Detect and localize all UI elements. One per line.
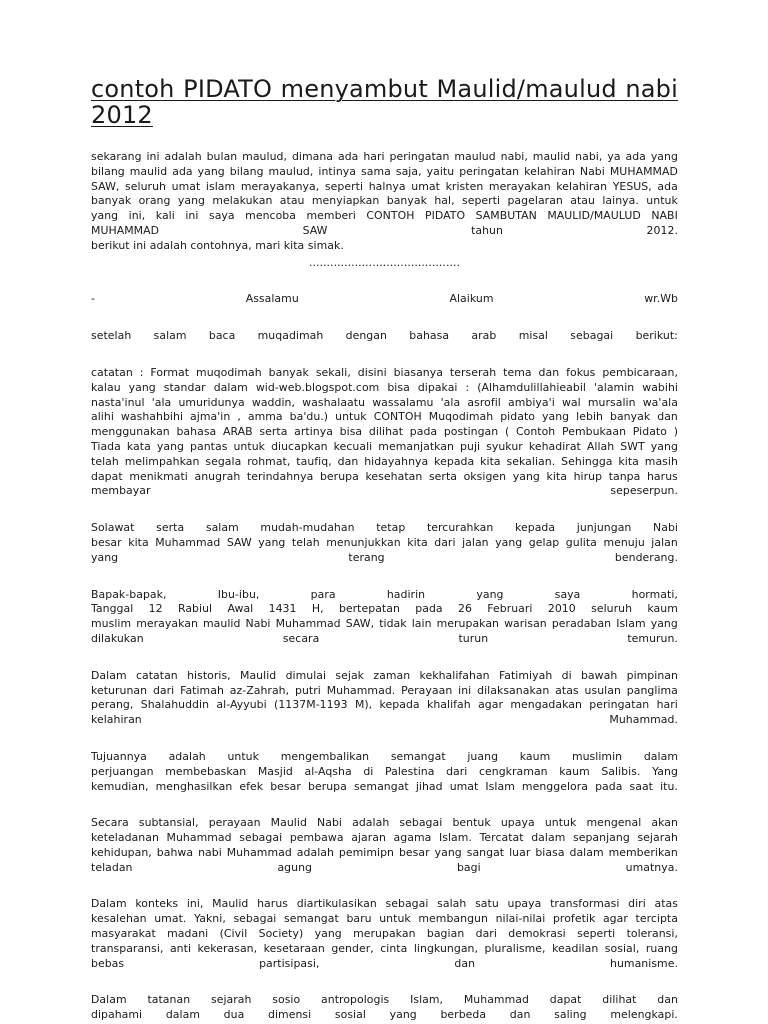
text-line: - Assalamu Alaikum wr.Wb xyxy=(91,292,678,306)
text-line: nasta'inul 'ala umuridunya waddin, washalaatu wassalamu 'ala asrofil ambiya'i wal mursalin wa'ala xyxy=(91,395,678,409)
paragraph-gap xyxy=(91,728,678,750)
text-line: MUHAMMAD SAW tahun 2012. xyxy=(91,223,678,237)
text-line: Secara subtansial, perayaan Maulid Nabi adalah sebagai bentuk upaya untuk mengenal akan xyxy=(91,816,678,830)
text-line: dilakukan secara turun temurun. xyxy=(91,631,678,645)
paragraph-gap xyxy=(91,499,678,521)
text-line: SAW, seluruh umat islam merayakanya, seperti halnya umat kristen merayakan kelahiran YESUS, ada xyxy=(91,179,678,193)
text-line: menggunakan bahasa ARAB serta artinya bisa dilihat pada postingan ( Contoh Pembukaan Pidato ) xyxy=(91,425,678,439)
document-title: contoh PIDATO menyambut Maulid/maulud nabi 2012 xyxy=(91,75,678,129)
text-line: Dalam konteks ini, Maulid harus diartikulasikan sebagai salah satu upaya transformasi diri atas xyxy=(91,897,678,911)
text-line: ........................................... xyxy=(308,255,460,269)
paragraph xyxy=(91,669,678,728)
paragraph-gap xyxy=(91,344,678,366)
paragraph-gap xyxy=(91,647,678,669)
text-line: catatan : Format muqodimah banyak sekali, disini biasanya terserah tema dan fokus pembicaraan, xyxy=(91,365,678,379)
paragraph xyxy=(91,366,678,499)
paragraph xyxy=(91,256,678,271)
text-line: kalau yang standar dalam wid-web.blogspot.com bisa dipakai : (Alhamdulillahieabil 'alamin wabihi xyxy=(91,380,678,394)
paragraph xyxy=(91,897,678,971)
paragraph xyxy=(91,329,678,344)
text-line: Dalam tatanan sejarah sosio antropologis Islam, Muhammad dapat dilihat dan xyxy=(91,993,678,1007)
text-line: berikut ini adalah contohnya, mari kita simak. xyxy=(91,238,344,252)
text-line: sekarang ini adalah bulan maulud, dimana ada hari peringatan maulud nabi, maulid nabi, ya ada yang xyxy=(91,150,678,163)
text-line: transparansi, anti kekerasan, kesetaraan gender, cinta lingkungan, pluralisme, keadilan sosial, ruang xyxy=(91,941,678,955)
paragraph-gap xyxy=(91,566,678,588)
paragraph xyxy=(91,816,678,875)
text-line: perjuangan membebaskan Masjid al-Aqsha di Palestina dari cengkraman kaum Salibis. Yang xyxy=(91,764,678,778)
text-line: Tiada kata yang pantas untuk diucapkan kecuali memanjatkan puji syukur kehadirat Allah SWT yang xyxy=(91,439,678,453)
text-line: muslim merayakan maulid Nabi Muhammad SAW, tidak lain merupakan warisan peradaban Islam yang xyxy=(91,617,678,631)
paragraph xyxy=(91,521,678,565)
text-line: teladan agung bagi umatnya. xyxy=(91,860,678,874)
text-line: dapat menikmati anugrah terindahnya berupa kesehatan serta oksigen yang kita hirup tanpa harus xyxy=(91,469,678,483)
paragraph-gap xyxy=(91,794,678,816)
paragraph xyxy=(91,750,678,794)
text-line: besar kita Muhammad SAW yang telah menunjukkan kita dari jalan yang gelap gulita menuju jalan xyxy=(91,535,678,549)
text-line: Tujuannya adalah untuk mengembalikan semangat juang kaum muslimin dalam xyxy=(91,749,678,763)
paragraph-gap xyxy=(91,307,678,329)
paragraph xyxy=(91,588,678,647)
text-line: Dalam catatan historis, Maulid dimulai sejak zaman kekhalifahan Fatimiyah di bawah pimpinan xyxy=(91,668,678,682)
text-line: bebas partisipasi, dan humanisme. xyxy=(91,956,678,970)
paragraph-gap xyxy=(91,875,678,897)
text-line: telah melimpahkan segala rohmat, taufiq, dan hidayahnya kepada kita sekalian. Sehingga kita masih xyxy=(91,454,678,468)
text-line: banyak orang yang melakukan atau menyiapkan banyak hal, seperti pagelaran atau lainya. untuk xyxy=(91,194,678,208)
document-body xyxy=(91,150,678,1023)
text-line: alihi washahbihi ajma'in , amma ba'du.) untuk CONTOH Muqodimah pidato yang lebih banyak dan xyxy=(91,410,678,424)
paragraph-gap xyxy=(91,270,678,292)
text-line: kehidupan, bahwa nabi Muhammad adalah pemimipn besar yang sangat luar biasa dalam memberikan xyxy=(91,845,678,859)
text-line: Tanggal 12 Rabiul Awal 1431 H, bertepatan pada 26 Februari 2010 seluruh kaum xyxy=(91,602,678,616)
text-line: bilang maulid ada yang bilang maulud, intinya sama saja, yaitu peringatan kelahiran Nabi MUHAMMAD xyxy=(91,164,678,178)
text-line: kesalehan umat. Yakni, sebagai semangat baru untuk membangun nilai-nilai profetik agar tercipta xyxy=(91,912,678,926)
text-line: dipahami dalam dua dimensi sosial yang berbeda dan saling melengkapi. xyxy=(91,1008,678,1022)
paragraph-gap xyxy=(91,971,678,993)
text-line: setelah salam baca muqadimah dengan bahasa arab misal sebagai berikut: xyxy=(91,329,678,343)
text-line: keturunan dari Fatimah az-Zahrah, putri Muhammad. Perayaan ini dilaksanakan atas usulan panglima xyxy=(91,683,678,697)
text-line: Solawat serta salam mudah-mudahan tetap tercurahkan kepada junjungan Nabi xyxy=(91,521,678,535)
text-line: masyarakat madani (Civil Society) yang merupakan bagian dari demokrasi seperti toleransi, xyxy=(91,927,678,941)
paragraph xyxy=(91,150,678,254)
text-line: kemudian, menghasilkan efek besar berupa semangat jihad umat Islam menggelora pada saat itu. xyxy=(91,779,678,793)
text-line: keteladanan Muhammad sebagai pembawa ajaran agama Islam. Tercatat dalam sepanjang sejarah xyxy=(91,831,678,845)
text-line: yang ini, kali ini saya mencoba memberi CONTOH PIDATO SAMBUTAN MAULID/MAULUD NABI xyxy=(91,209,678,223)
text-line: kelahiran Muhammad. xyxy=(91,713,678,727)
paragraph xyxy=(91,993,678,1023)
text-line: membayar sepeserpun. xyxy=(91,484,678,498)
text-line: yang terang benderang. xyxy=(91,550,678,564)
text-line: perang, Shalahuddin al-Ayyubi (1137M-1193 M), kepada khalifah agar mengadakan peringatan hari xyxy=(91,698,678,712)
paragraph xyxy=(91,292,678,307)
text-line: Bapak-bapak, Ibu-ibu, para hadirin yang saya hormati, xyxy=(91,587,678,601)
